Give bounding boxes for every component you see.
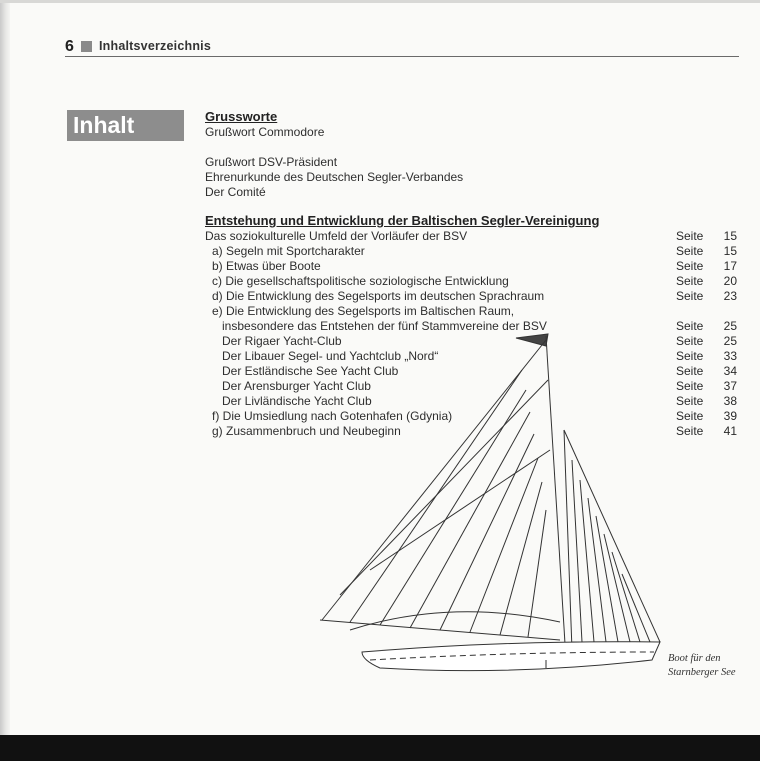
seite-label: Seite	[676, 379, 704, 393]
section-badge: Inhalt	[67, 110, 184, 141]
toc-entry: c) Die gesellschaftspolitische soziologische Entwicklung	[212, 274, 509, 288]
seite-label: Seite	[676, 319, 704, 333]
toc-line: Grußwort Commodore	[205, 125, 325, 139]
seite-label: Seite	[676, 274, 704, 288]
page-ref: 25	[723, 319, 737, 333]
page-top-edge	[0, 0, 760, 3]
figure-caption	[668, 652, 736, 680]
page-ref: 15	[723, 229, 737, 243]
toc-entry: insbesondere das Entstehen der fünf Stammvereine der BSV	[222, 319, 547, 333]
page-ref: 33	[723, 349, 737, 363]
page-ref: 23	[723, 289, 737, 303]
page-ref: 38	[723, 394, 737, 408]
header-title: Inhaltsverzeichnis	[99, 39, 211, 53]
seite-label: Seite	[676, 394, 704, 408]
seite-label: Seite	[676, 364, 704, 378]
section-heading-entstehung: Entstehung und Entwicklung der Baltischen Segler-Vereinigung	[205, 213, 600, 228]
toc-entry: Der Rigaer Yacht-Club	[222, 334, 342, 348]
toc-entry: Das soziokulturelle Umfeld der Vorläufer der BSV	[205, 229, 468, 243]
page-ref: 39	[723, 409, 737, 423]
toc-entry: Der Estländische See Yacht Club	[222, 364, 399, 378]
header-rule	[65, 56, 739, 57]
page-number: 6	[65, 38, 74, 55]
scan-bottom-edge	[0, 735, 760, 761]
seite-label: Seite	[676, 259, 704, 273]
seite-label: Seite	[676, 289, 704, 303]
page-ref: 15	[723, 244, 737, 258]
seite-label: Seite	[676, 424, 704, 438]
caption-line: Starnberger See	[668, 667, 736, 678]
seite-label: Seite	[676, 334, 704, 348]
toc-line: Grußwort DSV-Präsident	[205, 155, 338, 169]
toc-entry: d) Die Entwicklung des Segelsports im deutschen Sprachraum	[212, 289, 545, 303]
page-ref: 20	[723, 274, 737, 288]
toc-entry: Der Arensburger Yacht Club	[222, 379, 371, 393]
seite-label: Seite	[676, 409, 704, 423]
toc-entry: g) Zusammenbruch und Neubeginn	[212, 424, 401, 438]
toc-entry: e) Die Entwicklung des Segelsports im Baltischen Raum,	[212, 304, 515, 318]
seite-label: Seite	[676, 244, 704, 258]
toc-entry: f) Die Umsiedlung nach Gotenhafen (Gdynia)	[212, 409, 453, 423]
page-ref: 34	[723, 364, 737, 378]
toc-entry: Der Libauer Segel- und Yachtclub „Nord“	[222, 349, 439, 363]
toc-line: Der Comité	[205, 185, 266, 199]
page-ref: 17	[723, 259, 737, 273]
toc-entry: Der Livländische Yacht Club	[222, 394, 372, 408]
sailboat-drawing	[310, 330, 670, 690]
page-ref: 37	[723, 379, 737, 393]
page-ref: 25	[723, 334, 737, 348]
toc-entry: a) Segeln mit Sportcharakter	[212, 244, 365, 258]
seite-label: Seite	[676, 229, 704, 243]
page-ref: 41	[723, 424, 737, 438]
seite-label: Seite	[676, 349, 704, 363]
caption-line: Boot für den	[668, 653, 721, 664]
page-header	[65, 38, 739, 56]
toc-entry: b) Etwas über Boote	[212, 259, 321, 273]
section-heading-grussworte: Grussworte	[205, 109, 278, 124]
book-spine-shadow	[0, 0, 10, 735]
toc-line: Ehrenurkunde des Deutschen Segler-Verbandes	[205, 170, 464, 184]
header-square-icon	[81, 41, 92, 52]
